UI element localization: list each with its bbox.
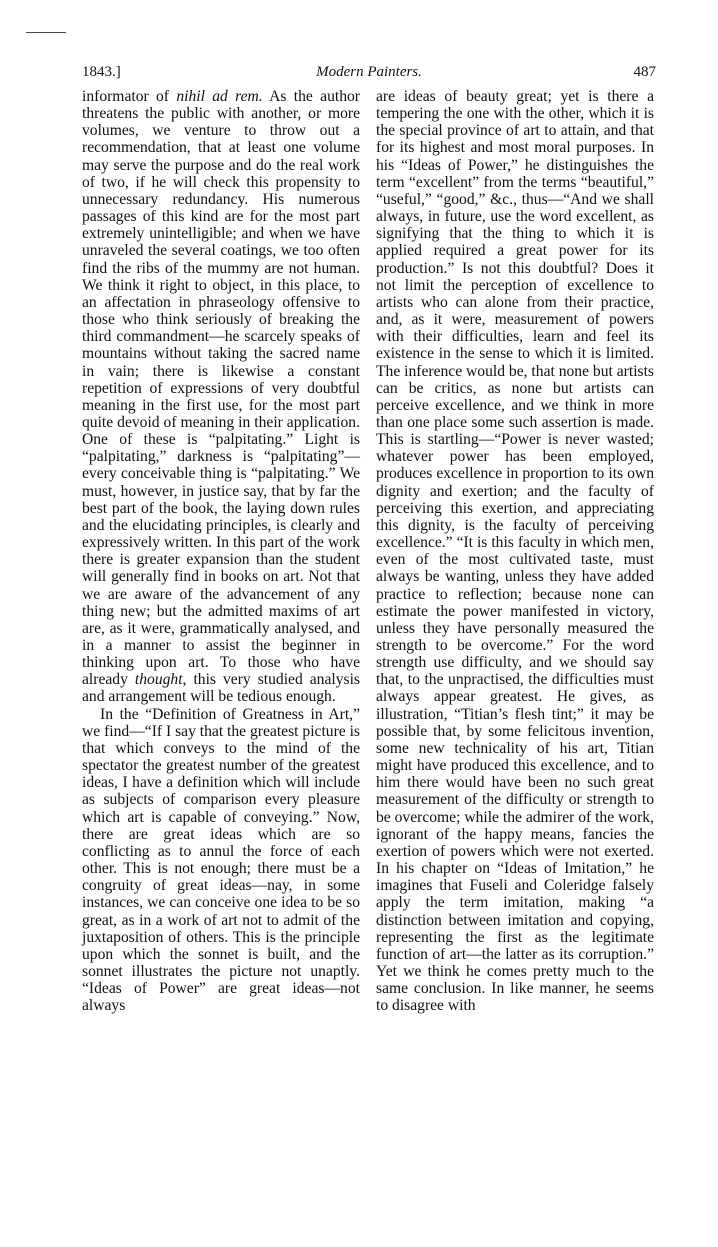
top-rule: [26, 32, 66, 33]
page-header: [82, 64, 656, 86]
right-column: [376, 88, 654, 1014]
left-paragraph-1: [82, 88, 360, 706]
latin-phrase: nihil ad rem.: [176, 88, 263, 105]
right-paragraph-1: are ideas of beauty great; yet is there a tempering the one with the other, which it is the special province of art to attain, and that for its highest and most moral purposes. In his “Ideas of Power,” he distinguishes the term “excellent” from the terms “beautiful,” “useful,” “good,” &c., thus—“And we shall always, in future, use the word excellent, as signifying that the thing to which it is applied required a great power for its production.” Is not this doubtful? Does it not limit the perception of excellence to artists who can alone from their practice, and, as it were, measurement of powers with their difficulties, learn and feel its existence in the sense to which it is limited. The inference would be, that none but artists can be critics, as none but artists can perceive excellence, and we think in more than one place some such assertion is made. This is startling—“Power is never wasted; whatever power has been employed, produces excellence in proportion to its own dignity and exertion; and the faculty of perceiving this exertion, and appreciating this dignity, is the faculty of perceiving excellence.” “It is this faculty in which men, even of the most cultivated taste, must always be wanting, unless they have added practice to reflection; because none can estimate the power manifested in victory, unless they have personally measured the strength to be overcome.” For the word strength use difficulty, and we should say that, to the unpractised, the difficulties must always appear greatest. He gives, as illustration, “Titian’s flesh tint;” it may be possible that, by some felicitous invention, some new technicality of his art, Titian might have produced this excellence, and to him there would have been no such great measurement of the difficulty or strength to be overcome; while the admirer of the work, ignorant of the happy means, fancies the exertion of powers which were not exerted. In his chapter on “Ideas of Imitation,” he imagines that Fuseli and Coleridge falsely apply the term imitation, making “a distinction between imitation and copying, representing the first as the legitimate function of art—the latter as its corruption.” Yet we think he comes pretty much to the same conclusion. In like manner, he seems to disagree with: [376, 88, 654, 1015]
page-number: 487: [633, 64, 656, 80]
paragraph-text: As the author threatens the public with another, or more volumes, we venture to throw out a recommendation, that at least one volume may serve the purpose and do the real work of two, if he will check this propensity to unnecessary redundancy. His numerous passages of this kind are for the most part extremely unintelligible; and when we have unraveled the several coatings, we too often find the ribs of the mummy are not human. We think it right to object, in this place, to an affectation in phraseology offensive to those who think seriously of breaking the third commandment—he scarcely speaks of mountains without taking the sacred name in vain; there is likewise a constant repetition of expressions of very doubtful meaning in the first use, for the most part quite devoid of meaning in their application. One of these is “palpitating.” Light is “palpitating,” darkness is “palpitating”—every conceivable thing is “palpitating.” We must, however, in justice say, that by far the best part of the book, the laying down rules and the elucidating principles, is clearly and expressively written. In this part of the work there is greater expansion than the student will generally find in books on art. Not that we are aware of the advancement of any thing new; but the admitted maxims of art are, as it were, grammatically analysed, and in a manner to assist the beginner in thinking upon art. To those who have already: [82, 88, 360, 689]
paragraph-text: informator of: [82, 88, 177, 105]
running-title: Modern Painters.: [316, 64, 422, 80]
left-paragraph-2: In the “Definition of Greatness in Art,” we find—“If I say that the greatest picture is that which conveys to the mind of the spectator the greatest number of the greatest ideas, I have a definition which will include as subjects of comparison every pleasure which art is capable of conveying.” Now, there are great ideas which are so conflicting as to annul the force of each other. This is not enough; there must be a congruity of great ideas—nay, in some instances, we can conceive one idea to be so great, as in a work of art not to admit of the juxtaposition of others. This is the principle upon which the sonnet is built, and the sonnet illustrates the picture not unaptly. “Ideas of Power” are great ideas—not always: [82, 705, 360, 1015]
left-column: [82, 88, 360, 1014]
paragraph-text: this very studied analysis and arrangement will be tedious enough.: [82, 671, 360, 706]
header-year: 1843.]: [82, 64, 121, 80]
emphasis-word: thought,: [134, 671, 187, 689]
